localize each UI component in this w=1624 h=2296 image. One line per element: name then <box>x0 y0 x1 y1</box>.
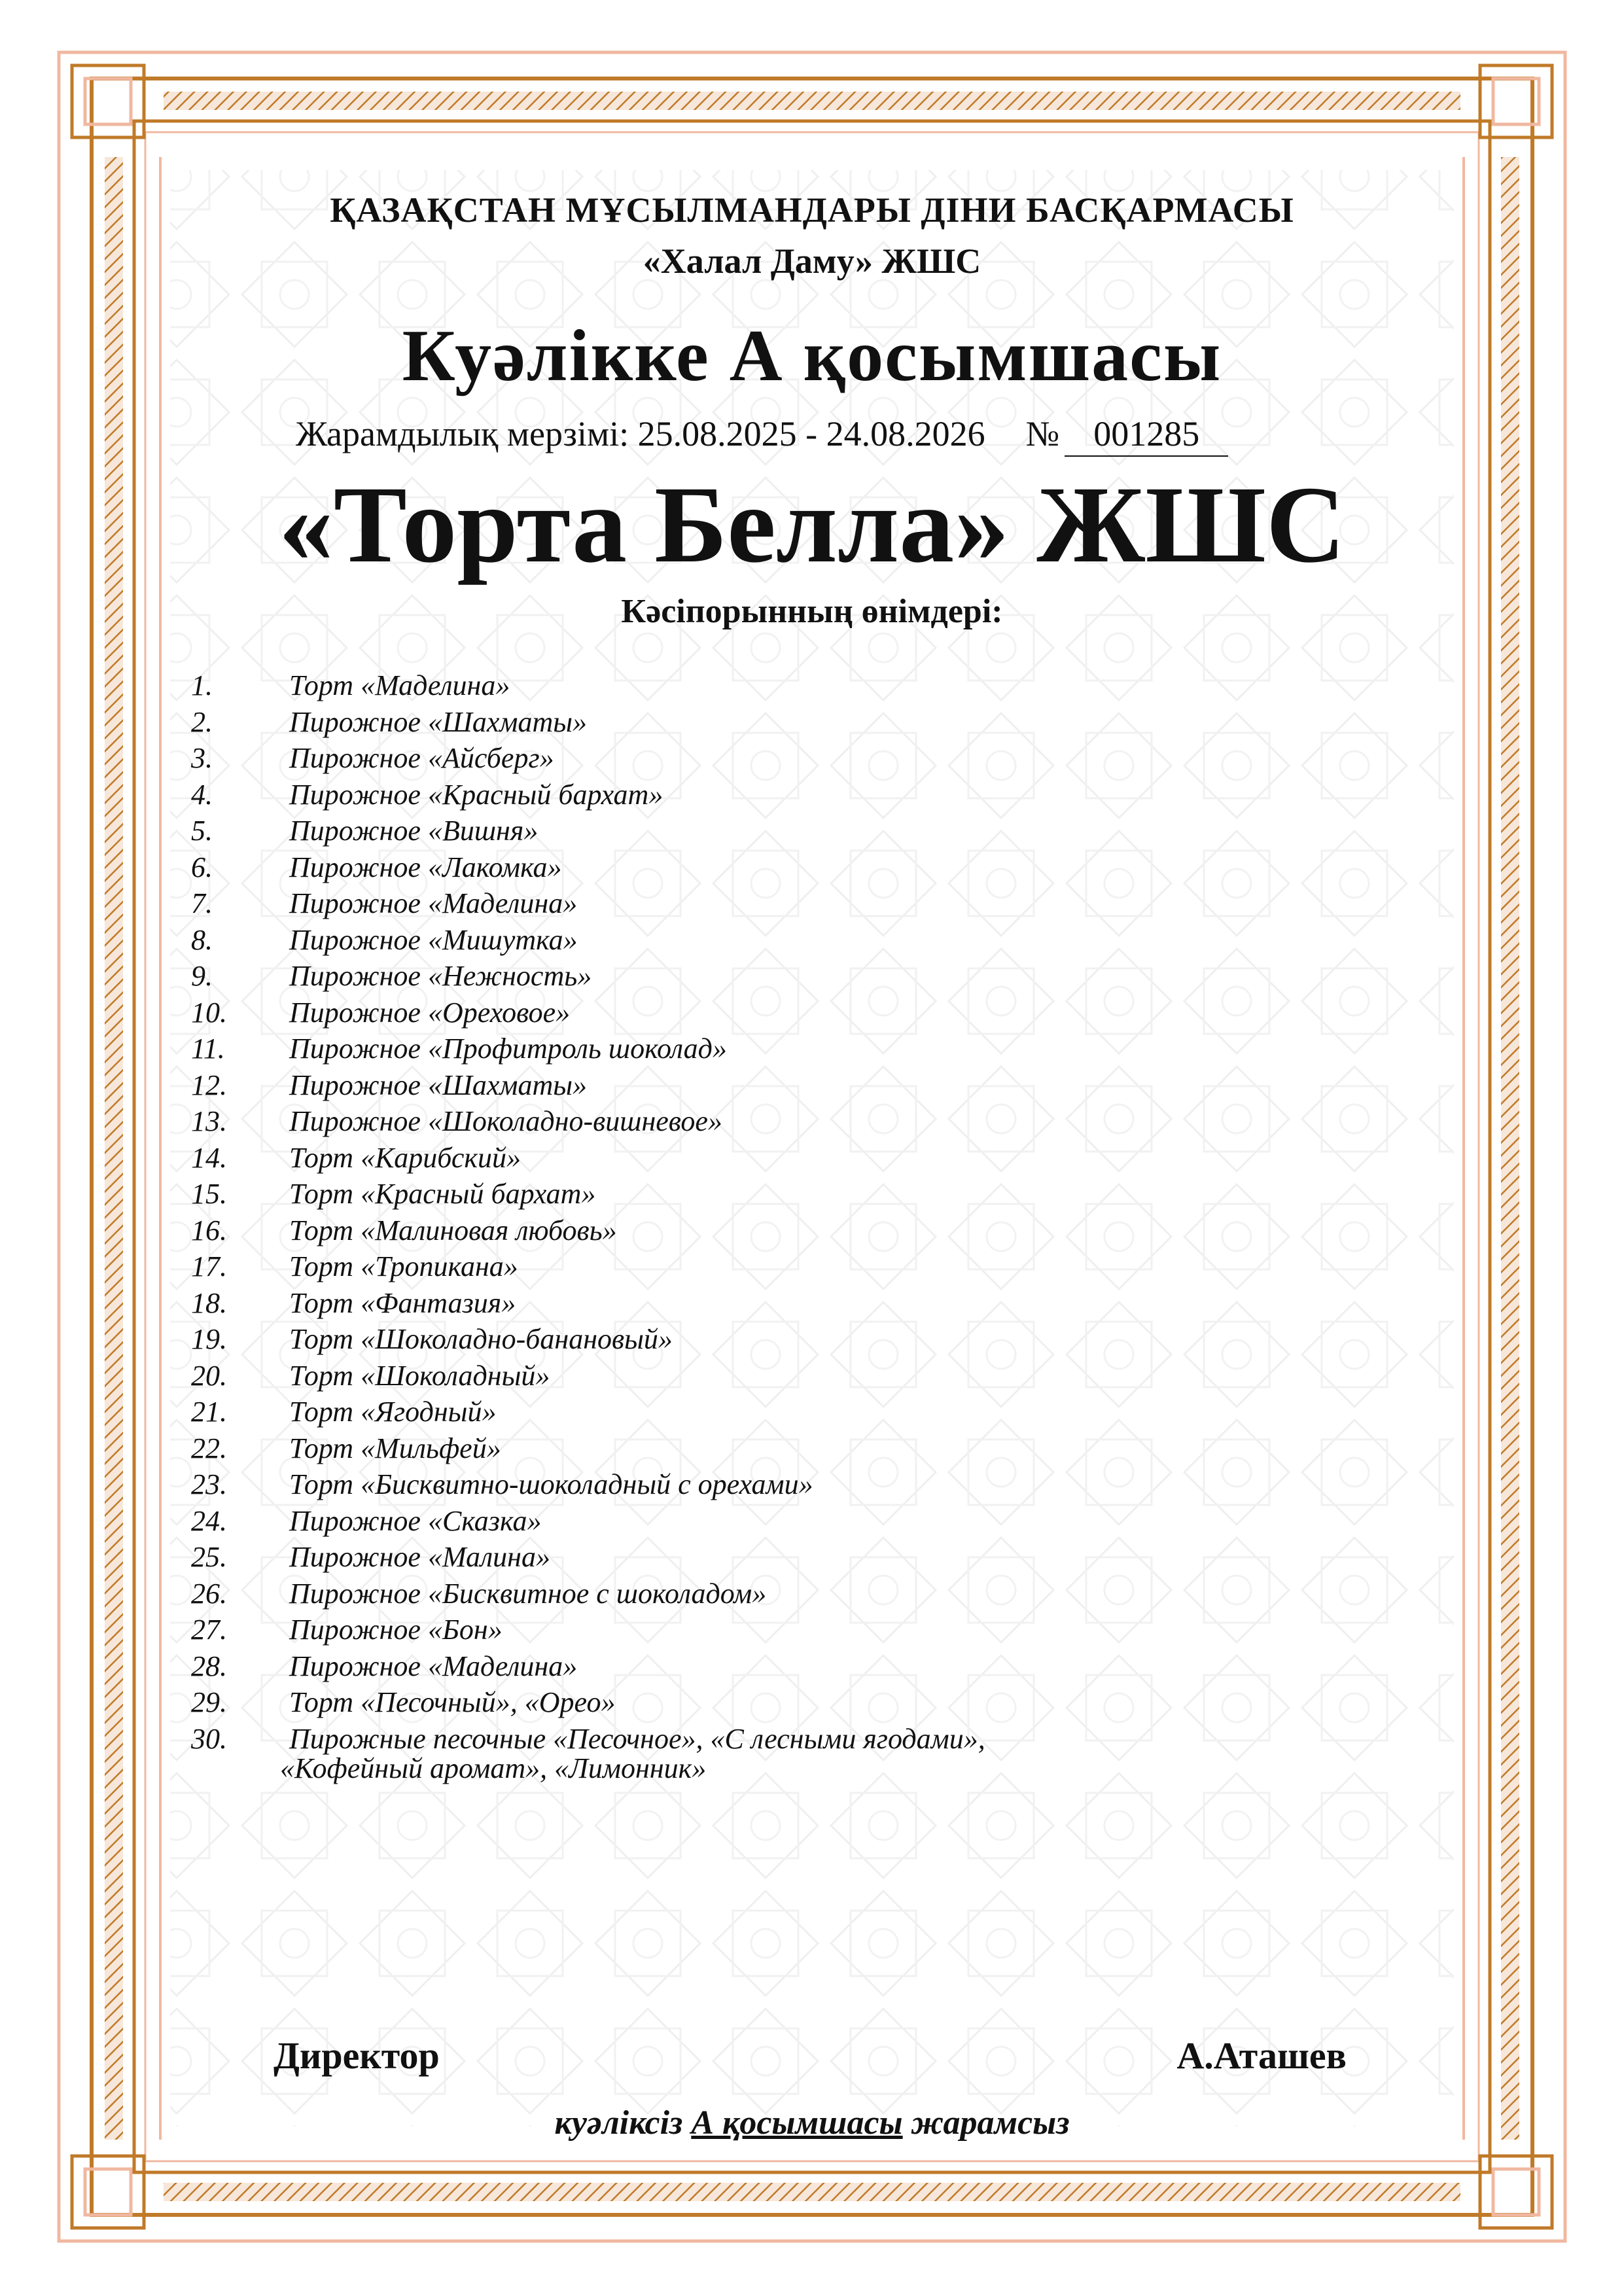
list-item <box>191 1394 985 1430</box>
list-item-name: Пирожное «Мишутка» <box>289 923 578 956</box>
organization-title: ҚАЗАҚСТАН МҰСЫЛМАНДАРЫ ДІНИ БАСҚАРМАСЫ <box>330 190 1294 230</box>
footer-note-underlined: А қосымшасы <box>691 2104 903 2142</box>
list-item-number: 24. <box>191 1504 227 1537</box>
list-item-name: Пирожное «Малина» <box>289 1541 551 1573</box>
list-item <box>191 1321 985 1358</box>
list-item <box>191 1648 985 1685</box>
document-title: Куәлікке А қосымшасы <box>402 315 1222 397</box>
list-item-number: 6. <box>191 851 213 883</box>
validity-period: Жарамдылық мерзімі: 25.08.2025 - 24.08.2026 <box>296 414 985 453</box>
list-item-name: Пирожное «Маделина» <box>289 1650 578 1682</box>
list-item-number: 21. <box>191 1396 227 1428</box>
list-item-name: Пирожное «Шоколадно-вишневое» <box>289 1105 722 1137</box>
signature-role: Директор <box>274 2034 440 2077</box>
list-item-number: 10. <box>191 996 227 1029</box>
list-item-number: 16. <box>191 1214 227 1246</box>
list-item-name: Торт «Малиновая любовь» <box>289 1214 617 1246</box>
list-item-number: 28. <box>191 1650 227 1682</box>
list-item-name: Торт «Мильфей» <box>289 1432 501 1464</box>
list-item-name: Пирожное «Шахматы» <box>289 1069 588 1101</box>
list-item <box>191 1576 985 1612</box>
list-item <box>191 1503 985 1540</box>
list-item <box>191 1212 985 1249</box>
hatch-band-right <box>1501 157 1519 2140</box>
footer-note-after: жарамсыз <box>902 2104 1070 2142</box>
signature-name: А.Аташев <box>1176 2034 1347 2077</box>
list-item-number: 4. <box>191 778 213 811</box>
list-item <box>191 777 985 813</box>
footer-note <box>0 2104 1624 2142</box>
list-item <box>191 813 985 849</box>
list-item <box>191 1140 985 1176</box>
list-item-name: Торт «Бисквитно-шоколадный с орехами» <box>289 1468 813 1500</box>
list-item-number: 22. <box>191 1432 227 1464</box>
list-item-number: 29. <box>191 1686 227 1718</box>
list-item-number: 7. <box>191 887 213 919</box>
list-item-name: Пирожное «Шахматы» <box>289 705 588 738</box>
list-item-name: Торт «Тропикана» <box>289 1250 518 1282</box>
list-item <box>191 1067 985 1104</box>
list-item <box>191 1103 985 1140</box>
list-item-name: Пирожное «Вишня» <box>289 815 538 847</box>
list-item <box>191 885 985 922</box>
subsidiary-name: «Халал Даму» ЖШС <box>643 241 981 281</box>
list-item <box>191 1430 985 1467</box>
list-item <box>191 922 985 959</box>
list-item-number: 9. <box>191 960 213 992</box>
hatch-band-bottom <box>164 2183 1460 2201</box>
list-item-name: Пирожное «Бон» <box>289 1614 503 1646</box>
list-item <box>191 849 985 886</box>
list-item-number: 12. <box>191 1069 227 1101</box>
list-item-number: 17. <box>191 1250 227 1282</box>
list-item-name: Торт «Ягодный» <box>289 1396 497 1428</box>
list-item-name: Пирожное «Маделина» <box>289 887 578 919</box>
list-item-name: Пирожное «Бисквитное с шоколадом» <box>289 1577 767 1610</box>
list-item-name: Пирожное «Сказка» <box>289 1504 542 1537</box>
company-name: «Торта Белла» ЖШС <box>278 464 1346 586</box>
list-item <box>191 1248 985 1285</box>
list-item-name: Пирожное «Нежность» <box>289 960 592 992</box>
list-item-number: 13. <box>191 1105 227 1137</box>
list-item-name: Пирожное «Айсберг» <box>289 742 554 774</box>
list-item-number: 14. <box>191 1141 227 1174</box>
number-sign: № <box>1025 414 1060 453</box>
footer-note-before: куәліксіз <box>554 2104 692 2142</box>
list-item-number: 2. <box>191 705 213 738</box>
list-item <box>191 995 985 1031</box>
products-heading: Кәсіпорынның өнімдері: <box>621 593 1003 630</box>
list-item-number: 15. <box>191 1178 227 1210</box>
list-item <box>191 1358 985 1394</box>
list-item-name: Пирожное «Профитроль шоколад» <box>289 1033 727 1065</box>
product-list <box>191 667 985 1757</box>
list-item <box>191 1612 985 1648</box>
list-item-name: Пирожное «Лакомка» <box>289 851 562 883</box>
list-item-name: Пирожные песочные «Песочное», «С лесными ягодами», <box>289 1722 985 1755</box>
list-item <box>191 1176 985 1212</box>
list-item-name: Торт «Маделина» <box>289 669 510 701</box>
list-item-number: 20. <box>191 1359 227 1392</box>
list-item-name: Торт «Карибский» <box>289 1141 521 1174</box>
list-item <box>191 1466 985 1503</box>
list-item-name: Торт «Фантазия» <box>289 1286 516 1319</box>
list-item-number: 11. <box>191 1033 225 1065</box>
list-item-number: 19. <box>191 1323 227 1355</box>
list-item-name: Торт «Шоколадно-банановый» <box>289 1323 673 1355</box>
list-item-name: Торт «Песочный», «Орео» <box>289 1686 616 1718</box>
list-item-number: 1. <box>191 669 213 701</box>
list-item-number: 5. <box>191 815 213 847</box>
list-item <box>191 704 985 741</box>
list-item-number: 27. <box>191 1614 227 1646</box>
validity-row <box>296 414 1228 457</box>
list-item-number: 23. <box>191 1468 227 1500</box>
hatch-band-top <box>164 92 1460 110</box>
list-item <box>191 1285 985 1322</box>
certificate-number: 001285 <box>1065 414 1228 457</box>
list-item-name: Торт «Шоколадный» <box>289 1359 550 1392</box>
product-continuation: «Кофейный аромат», «Лимонник» <box>280 1752 707 1784</box>
list-item-name: Пирожное «Ореховое» <box>289 996 571 1029</box>
list-item <box>191 1539 985 1576</box>
list-item-number: 18. <box>191 1286 227 1319</box>
list-item-number: 3. <box>191 742 213 774</box>
list-item <box>191 1031 985 1067</box>
list-item <box>191 958 985 995</box>
list-item-number: 25. <box>191 1541 227 1573</box>
list-item-number: 26. <box>191 1577 227 1610</box>
list-item <box>191 740 985 777</box>
list-item <box>191 1684 985 1721</box>
list-item-name: Пирожное «Красный бархат» <box>289 778 663 811</box>
list-item <box>191 667 985 704</box>
list-item-number: 8. <box>191 923 213 956</box>
list-item-name: Торт «Красный бархат» <box>289 1178 596 1210</box>
hatch-band-left <box>105 157 123 2140</box>
list-item-number: 30. <box>191 1722 227 1755</box>
